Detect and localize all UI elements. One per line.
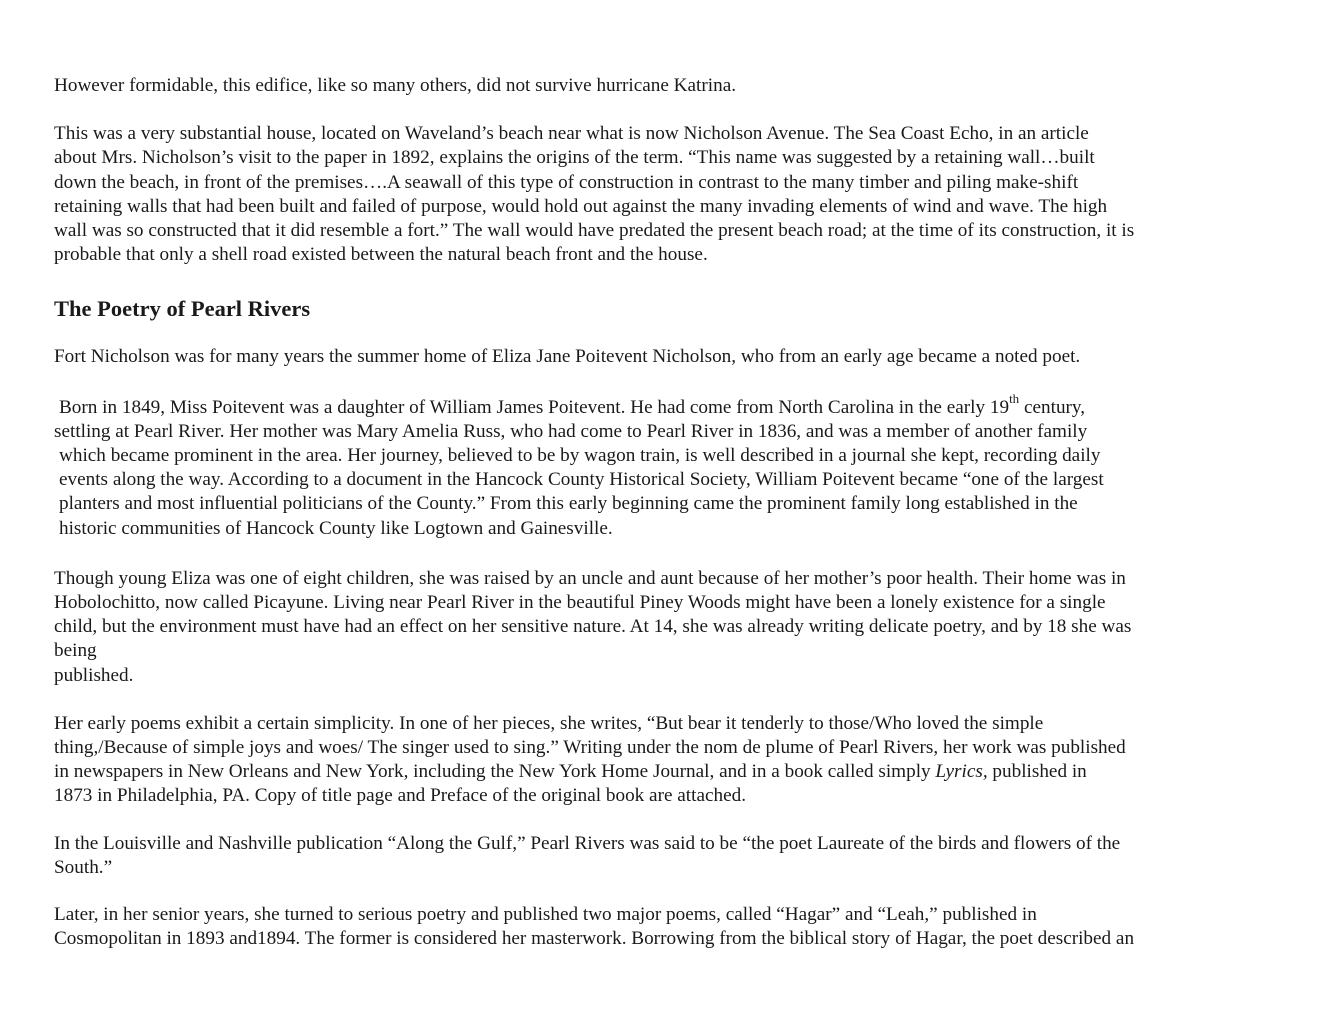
section-heading: The Poetry of Pearl Rivers	[54, 296, 311, 322]
document-page	[54, 74, 1284, 975]
birth-text-century: century,	[1019, 396, 1086, 418]
book-title-lyrics: Lyrics,	[935, 761, 988, 783]
paragraph-early-poems	[54, 712, 1284, 809]
paragraph-senior-years: Later, in her senior years, she turned to serious poetry and published two major poems, called “Hagar” and “Leah,” published in Cosmopolitan in 1893 and1894. The former is considered her masterwork. Borrowing from the biblical story of Hagar, the poet described an	[54, 904, 1135, 950]
paragraph-birth	[54, 391, 1284, 541]
paragraph-along-the-gulf: In the Louisville and Nashville publication “Along the Gulf,” Pearl Rivers was said to be “the poet Laureate of the birds and flowers of the South.”	[54, 832, 1121, 878]
early-poems-text-end: published in 1873 in Philadelphia, PA. Copy of title page and Preface of the original book are attached.	[54, 761, 1087, 807]
paragraph-fort-origins: This was a very substantial house, located on Waveland’s beach near what is now Nicholson Avenue. The Sea Coast Echo, in an article about Mrs. Nicholson’s visit to the paper in 1892, explains the origins of the term. “This name was suggested by a retaining wall…built down the beach, in front of the premises….A seawall of this type of construction in contrast to the many timber and piling make-shift retaining walls that had been built and failed of purpose, would hold out against the many invading elements of wind and wave. The high wall was so constructed that it did resemble a fort.” The wall would have predated the present beach road; at the time of its construction, it is probable that only a shell road existed between the natural beach front and the house.	[54, 123, 1135, 266]
birth-text-start: Born in 1849, Miss Poitevent was a daughter of William James Poitevent. He had come from North Carolina in the early 19	[59, 396, 1010, 418]
superscript-th: th	[1009, 391, 1020, 407]
paragraph-childhood: Though young Eliza was one of eight children, she was raised by an uncle and aunt because of her mother’s poor health. Their home was in Hobolochitto, now called Picayune. Living near Pearl River in the beautiful Piney Woods might have been a lonely existence for a single child, but the environment must have had an effect on her sensitive nature. At 14, she was already writing delicate poetry, and by 18 she was being published.	[54, 567, 1132, 686]
birth-text-rest: settling at Pearl River. Her mother was Mary Amelia Russ, who had come to Pearl River in 1836, and was a member of another family which became prominent in the area. Her journey, believed to be by wagon train, is well described in a journal she kept, recording daily events along the way. According to a document in the Hancock County Historical Society, William Poitevent became “one of the largest planters and most influential politicians of the County.” From this early beginning came the prominent family long established in the historic communities of Hancock County like Logtown and Gainesville.	[54, 420, 1104, 539]
early-poems-text: Her early poems exhibit a certain simplicity. In one of her pieces, she writes, “But bear it tenderly to those/Who loved the simple thing,/Because of simple joys and woes/ The singer used to sing.” Writing under the nom de plume of Pearl Rivers, her work was published in newspapers in New Orleans and New York, including the New York Home Journal, and in a book called simply	[54, 712, 1126, 783]
paragraph-summer-home: Fort Nicholson was for many years the summer home of Eliza Jane Poitevent Nicholson, who from an early age became a noted poet.	[54, 346, 1081, 368]
paragraph-katrina: However formidable, this edifice, like so many others, did not survive hurricane Katrina.	[54, 75, 737, 96]
